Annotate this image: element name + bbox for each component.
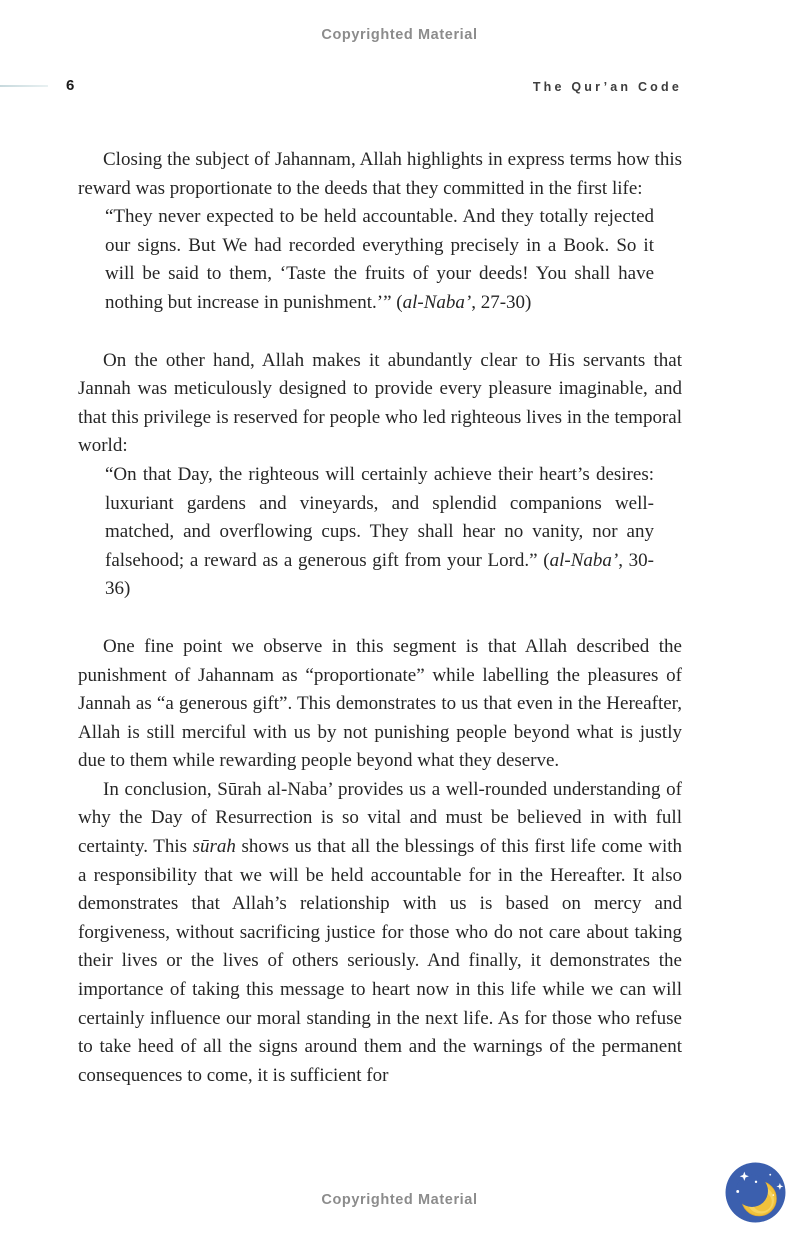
copyright-notice-bottom: Copyrighted Material (321, 1192, 478, 1208)
page-number: 6 (66, 77, 75, 94)
header-rule (0, 85, 48, 87)
paragraph-3: One fine point we observe in this segment is that Allah described the punishment of Jahannam as “proportionate” while labelling the pleasures of Jannah as “a generous gift”. This demonstrates to us that even in the Hereafter, Allah is still merciful with us by not punishing people beyond what is justly due to them while rewarding people beyond what they deserve. (78, 635, 682, 772)
paragraph-1: Closing the subject of Jahannam, Allah highlights in express terms how this reward was proportionate to the deeds that they committed in the first life: (78, 149, 682, 199)
quran-quote-1 (105, 203, 654, 317)
quote-1-verses: , 27-30) (471, 291, 532, 313)
quote-2-source: al-Naba’ (549, 549, 619, 571)
paragraph-4-italic-term: sūrah (192, 836, 236, 858)
quote-1-source: al-Naba’ (402, 291, 472, 313)
quran-quote-2 (105, 461, 654, 604)
quote-2-verses: , 30-36) (105, 549, 654, 600)
body-text (78, 146, 682, 1090)
paragraph-2: On the other hand, Allah makes it abundantly clear to His servants that Jannah was meticulously designed to provide every pleasure imaginable, and that this privilege is reserved for people who led righteous lives in the temporal world: (78, 349, 682, 457)
quote-2-text: “On that Day, the righteous will certainly achieve their heart’s desires: luxuriant gardens and vineyards, and splendid companions well-matched, and overflowing cups. They shall hear no vanity, nor any falsehood; a reward as a generous gift from your Lord.” ( (105, 463, 654, 571)
crescent-moon-icon[interactable] (724, 1161, 787, 1224)
paragraph-4 (78, 776, 682, 1091)
copyright-notice-top: Copyrighted Material (321, 27, 478, 43)
running-title: The Qur’an Code (532, 80, 682, 94)
page-header (0, 77, 799, 99)
paragraph-4-text-a: In conclusion, Sūrah al-Naba’ provides us a well-rounded understanding of why the Day of Resurrection is so vital and must be believed in with full certainty. This (78, 778, 682, 858)
paragraph-4-text-b: shows us that all the blessings of this first life come with a responsibility that we will be held accountable for in the Hereafter. It also demonstrates that Allah’s relationship with us is based on mercy and forgiveness, without sacrificing justice for those who do not care about taking their lives or the lives of others seriously. And finally, it demonstrates the importance of taking this message to heart now in this life while we can will certainly influence our moral standing in the next life. As for those who refuse to take heed of all the signs around them and the warnings of the permanent consequences to come, it is sufficient for (78, 836, 682, 1086)
quote-1-text: “They never expected to be held accountable. And they totally rejected our signs. But We had recorded everything precisely in a Book. So it will be said to them, ‘Taste the fruits of your deeds! You shall have nothing but increase in punishment.’” ( (105, 206, 654, 313)
